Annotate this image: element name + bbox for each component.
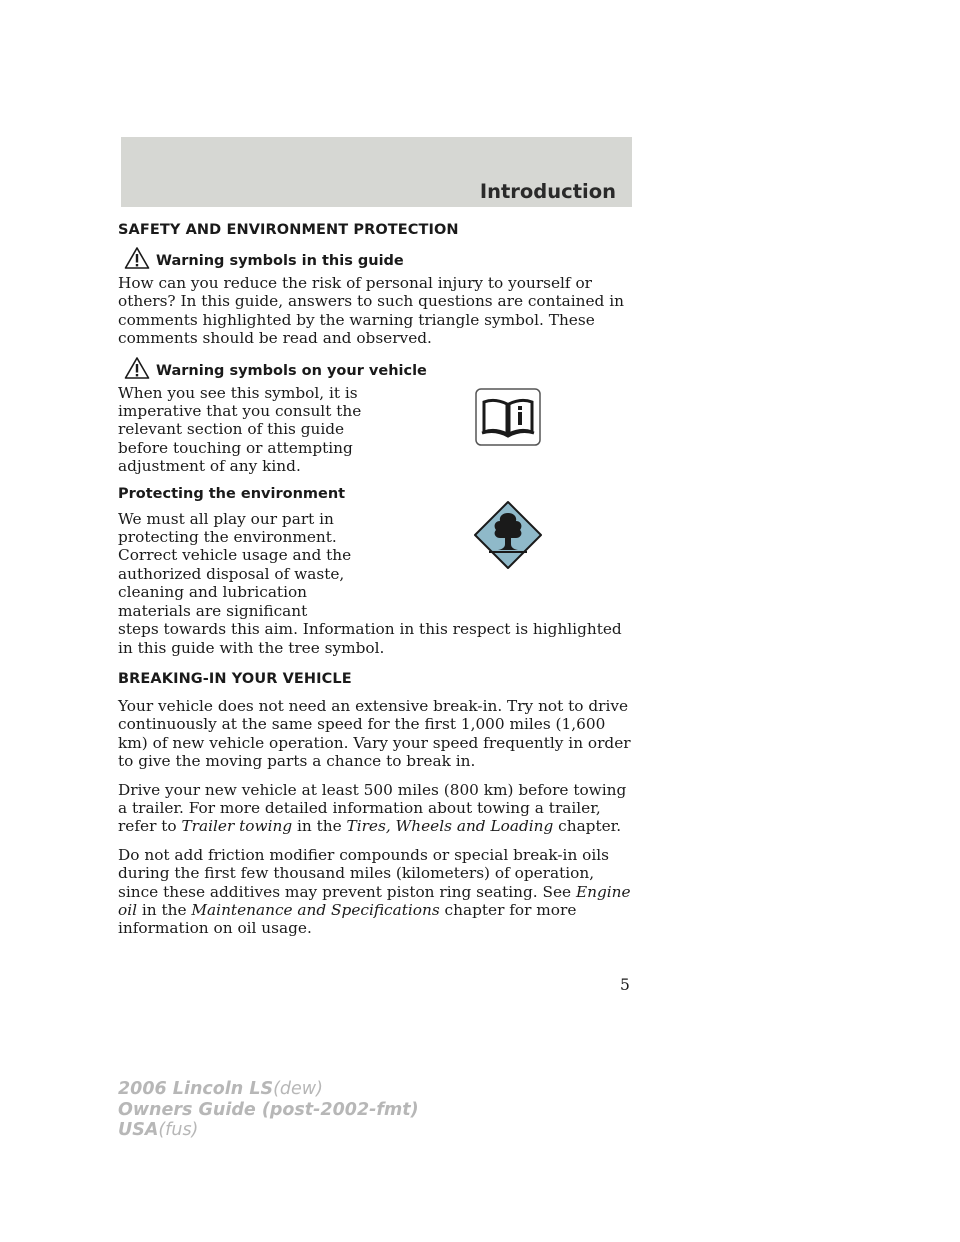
section-title: Introduction xyxy=(479,180,616,203)
breakin-paragraph-2 xyxy=(118,781,636,836)
env-text-wide: steps towards this aim. Information in this respect is highlighted in this guide with the tree symbol. xyxy=(118,620,622,657)
reference-trailer-towing: Trailer towing xyxy=(181,817,293,836)
warn-vehicle-text: When you see this symbol, it is imperative that you consult the relevant section of this guide before touching or attempting adjustment of any kind. xyxy=(118,383,362,476)
page-number: 5 xyxy=(620,976,630,994)
footer-guide: Owners Guide (post-2002-fmt) xyxy=(118,1099,419,1120)
footer-market: USA xyxy=(118,1120,159,1140)
header-band xyxy=(121,137,632,207)
text-run: in the xyxy=(137,900,192,919)
footer-model: 2006 Lincoln LS xyxy=(118,1079,274,1099)
text-run: chapter for more information on oil usage. xyxy=(118,900,577,938)
text-run: in the xyxy=(292,817,347,836)
env-text-narrow: We must all play our part in protecting the environment. Correct vehicle usage and the authorized disposal of waste, cleaning and lubrication materials are significant xyxy=(118,509,352,620)
reference-maintenance-specifications: Maintenance and Specifications xyxy=(191,900,440,919)
owners-manual-icon xyxy=(475,388,541,446)
breakin-paragraph-3 xyxy=(118,846,636,938)
warn-vehicle-heading-row xyxy=(118,358,636,384)
document-footer xyxy=(118,1079,419,1141)
reference-engine-oil: Engine oil xyxy=(118,882,631,919)
footer-market-code: (fus) xyxy=(158,1120,199,1140)
breakin-heading: BREAKING-IN YOUR VEHICLE xyxy=(118,670,352,687)
warn-guide-heading: Warning symbols in this guide xyxy=(156,253,404,269)
text-run: Drive your new vehicle at least 500 miles (800 km) before towing a trailer. For more detailed information about towing a trailer, refer to xyxy=(118,780,627,836)
warn-guide-text: How can you reduce the risk of personal injury to yourself or others? In this guide, answers to such questions are contained in comments highlighted by the warning triangle symbol. These comments should be read and observed. xyxy=(118,274,624,348)
warning-triangle-icon xyxy=(124,246,150,270)
footer-model-code: (dew) xyxy=(273,1079,323,1099)
env-heading: Protecting the environment xyxy=(118,485,346,502)
warn-guide-heading-row xyxy=(118,248,636,274)
page-content xyxy=(118,222,636,948)
tree-symbol-icon xyxy=(473,500,543,570)
text-run: chapter. xyxy=(553,817,622,836)
warn-vehicle-heading: Warning symbols on your vehicle xyxy=(156,362,427,379)
breakin-paragraph-1: Your vehicle does not need an extensive break-in. Try not to drive continuously at the same speed for the first 1,000 miles (1,600 km) of new vehicle operation. Vary your speed frequently in order to give the moving parts a chance to break in. xyxy=(118,696,631,771)
safety-heading: SAFETY AND ENVIRONMENT PROTECTION xyxy=(118,222,459,238)
reference-tires-wheels-loading: Tires, Wheels and Loading xyxy=(346,817,554,836)
text-run: Do not add friction modifier compounds or special break-in oils during the first few thousand miles (kilometers) of operation, since these additives may prevent piston ring seating. See xyxy=(118,845,610,901)
warning-triangle-icon xyxy=(124,356,150,380)
